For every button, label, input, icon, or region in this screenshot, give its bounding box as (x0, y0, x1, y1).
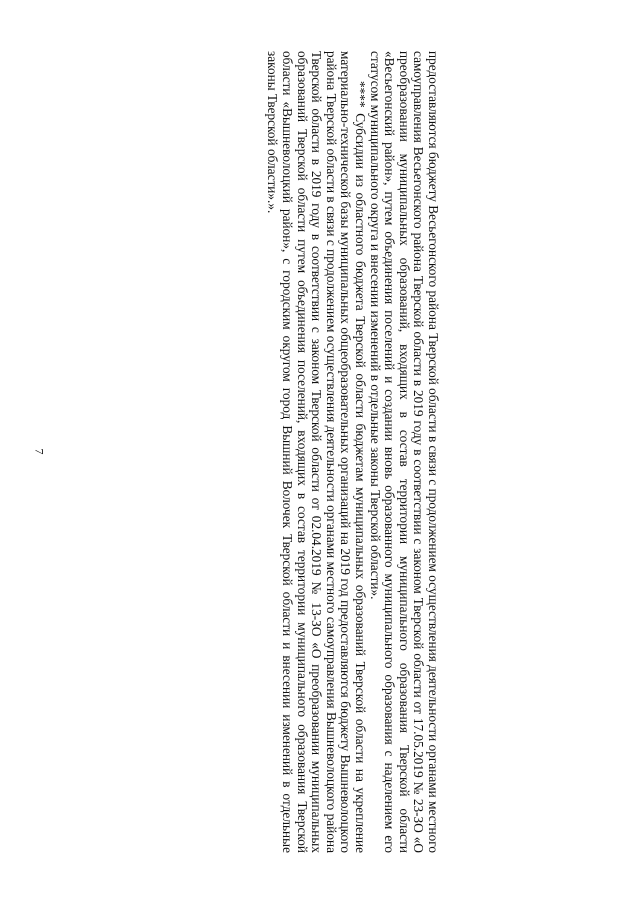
document-body (200, 51, 440, 853)
rotated-content (200, 51, 440, 853)
page-number: 7 (32, 448, 47, 455)
paragraph-1: предоставляются бюджету Весьегонского района Тверской области в связи с продолжением осуществления деятельности органами местного самоуправления Весьегонского района Тверской области в 2019 году в соответствии с законом Тверской области от 17.05.2019 № 23-ЗО «О преобразовании муниципальных образований, входящих в состав территории муниципального образования Тверской области «Весьегонский район», путем объединения поселений и создании вновь образованного муниципального образования с наделением его статусом муниципального округа и внесении изменений в отдельные законы Тверской области». (367, 51, 441, 853)
paragraph-2: **** Субсидии из областного бюджета Тверской области бюджетам муниципальных образований Тверской области на укрепление материально-технической базы муниципальных общеобразовательных организаций на 2019 год предоставляются бюджету Вышневолоцкого района Тверской области в связи с продолжением осуществления деятельности органами местного самоуправления Вышневолоцкого района Тверской области в 2019 году в соответствии с законом Тверской области от 02.04.2019 № 13-ЗО «О преобразовании муниципальных образований Тверской области путем объединения поселений, входящих в состав территории муниципального образования Тверской области «Вышневолоцкий район», с городским округом город Вышний Волочек Тверской области и внесении изменений в отдельные законы Тверской области».». (265, 51, 369, 853)
